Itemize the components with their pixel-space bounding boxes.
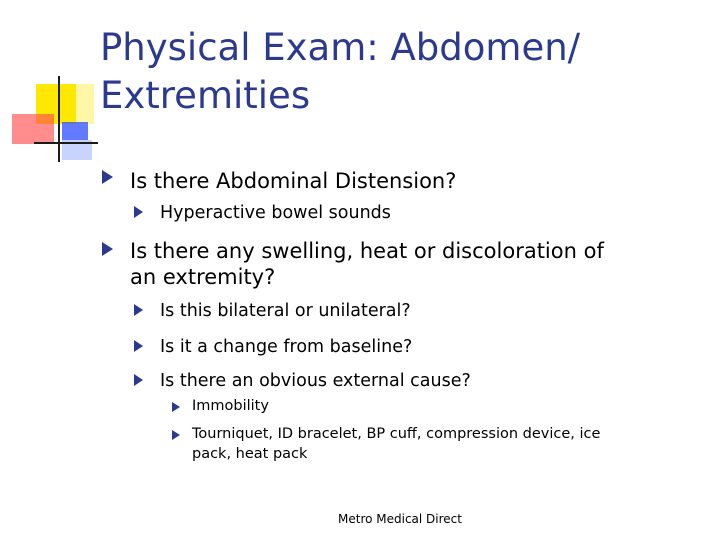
list-item: Is there Abdominal Distension? [130,169,457,193]
title-line-1: Physical Exam: Abdomen/ [100,26,581,69]
slide-footer: Metro Medical Direct [338,512,462,526]
vertical-line [58,76,60,162]
slide-title [100,24,710,120]
square-bullet-icon [134,340,143,352]
list-item-line-2: an extremity? [130,265,276,289]
red-block [12,114,54,144]
list-item: Is there an obvious external cause? [160,371,471,391]
square-bullet-icon [102,242,113,256]
square-bullet-icon [134,206,143,218]
square-bullet-icon [134,374,143,386]
list-item: Hyperactive bowel sounds [160,203,391,223]
pale-yellow-block [76,84,94,124]
square-bullet-icon [102,170,113,184]
list-item [130,238,604,290]
square-bullet-icon [172,430,180,440]
square-bullet-icon [172,402,180,412]
list-item: Is this bilateral or unilateral? [160,301,411,321]
list-item: Immobility [192,398,269,414]
list-item-line-2: pack, heat pack [192,446,308,462]
horizontal-line [34,142,98,144]
list-item-line-1: Tourniquet, ID bracelet, BP cuff, compression device, ice [192,426,601,442]
list-item-line-1: Is there any swelling, heat or discoloration of [130,239,604,263]
list-item [192,424,600,464]
square-bullet-icon [134,304,143,316]
title-line-2: Extremities [100,74,311,117]
list-item: Is it a change from baseline? [160,337,413,357]
